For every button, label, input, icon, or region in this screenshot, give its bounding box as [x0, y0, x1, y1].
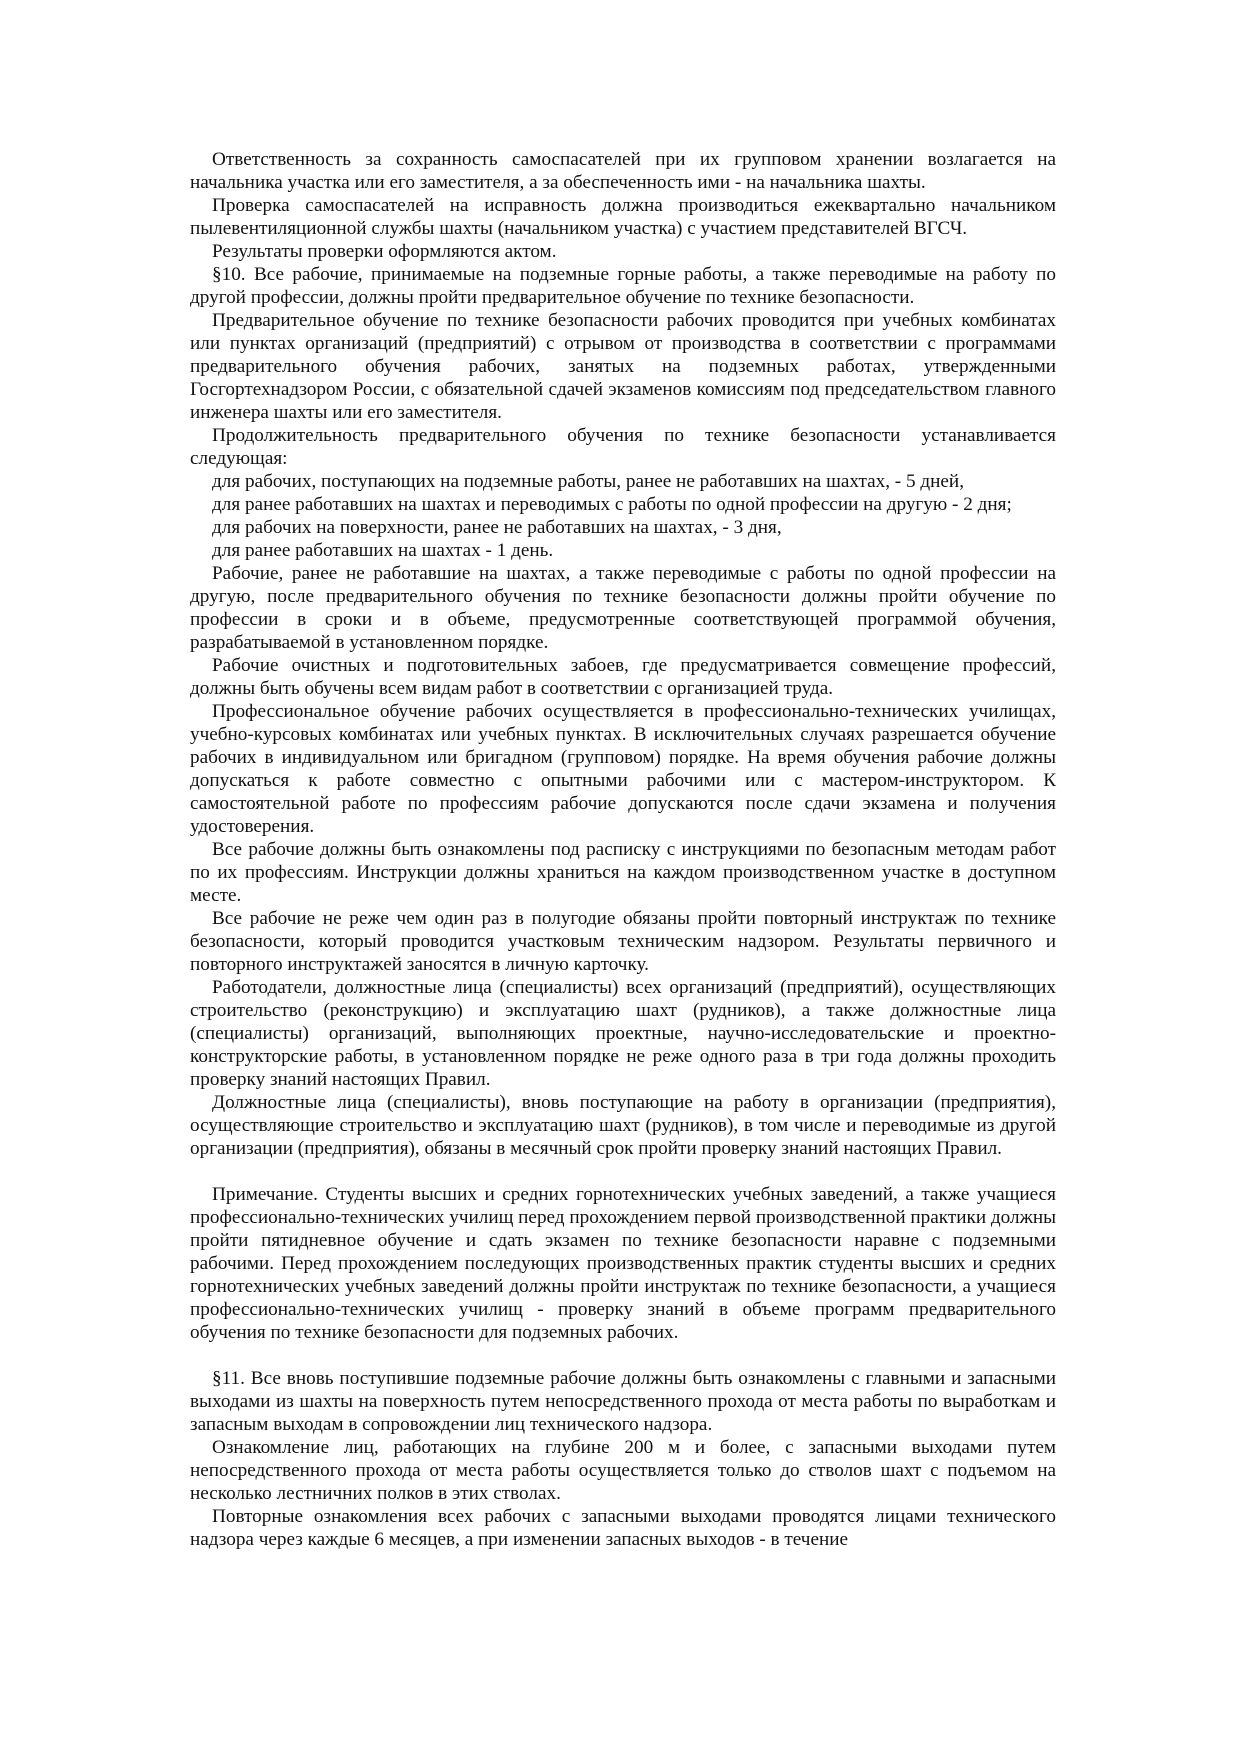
paragraph-self-rescuer-responsibility: Ответственность за сохранность самоспасателей при их групповом хранении возлагается на начальника участка или его заместителя, а за обеспеченность ими - на начальника шахты.	[190, 149, 1056, 193]
paragraph-repeat-briefing: Все рабочие не реже чем один раз в полугодие обязаны пройти повторный инструктаж по технике безопасности, который проводится участковым техническим надзором. Результаты первичного и повторного инструктажей заносятся в личную карточку.	[190, 908, 1056, 975]
paragraph-preliminary-training: Предварительное обучение по технике безопасности рабочих проводится при учебных комбинатах или пунктах организаций (предприятий) с отрывом от производства в соответствии с программами предварительного обучения рабочих, занятых на подземных работах, утвержденными Госгортехнадзором России, с обязательной сдачей экзаменов комиссиям под председательством главного инженера шахты или его заместителя.	[190, 310, 1056, 423]
paragraph-check-results: Результаты проверки оформляются актом.	[212, 241, 557, 262]
paragraph-instructions: Все рабочие должны быть ознакомлены под расписку с инструкциями по безопасным методам работ по их профессиям. Инструкции должны храниться на каждом производственном участке в доступном месте.	[190, 839, 1056, 906]
paragraph-section-10: §10. Все рабочие, принимаемые на подземные горные работы, а также переводимые на работу по другой профессии, должны пройти предварительное обучение по технике безопасности.	[190, 264, 1056, 308]
paragraph-section-11: §11. Все вновь поступившие подземные рабочие должны быть ознакомлены с главными и запасными выходами из шахты на поверхность путем непосредственного прохода от места работы по выработкам и запасным выходам в сопровождении лиц технического надзора.	[190, 1368, 1056, 1435]
paragraph-profession-training: Рабочие, ранее не работавшие на шахтах, а также переводимые с работы по одной профессии на другую, после предварительного обучения по технике безопасности должны пройти обучение по профессии в сроки и в объеме, предусмотренные соответствующей программой обучения, разрабатываемой в установленном порядке.	[190, 563, 1056, 653]
paragraph-training-duration: Продолжительность предварительного обучения по технике безопасности устанавливается следующая:	[190, 425, 1056, 469]
paragraph-duration-transferred: для ранее работавших на шахтах и переводимых с работы по одной профессии на другую - 2 дня;	[212, 494, 1012, 515]
paragraph-duration-new-underground: для рабочих, поступающих на подземные работы, ранее не работавших на шахтах, - 5 дней,	[212, 471, 964, 492]
paragraph-repeat-familiarization: Повторные ознакомления всех рабочих с запасными выходами проводятся лицами технического надзора через каждые 6 месяцев, а при изменении запасных выходов - в течение	[190, 1506, 1056, 1550]
paragraph-duration-surface: для рабочих на поверхности, ранее не работавших на шахтах, - 3 дня,	[212, 517, 782, 538]
paragraph-duration-experienced: для ранее работавших на шахтах - 1 день.	[212, 540, 554, 561]
paragraph-vocational-training: Профессиональное обучение рабочих осуществляется в профессионально-технических училищах, учебно-курсовых комбинатах или учебных пунктах. В исключительных случаях разрешается обучение рабочих в индивидуальном или бригадном (групповом) порядке. На время обучения рабочие должны допускаться к работе совместно с опытными рабочими или с мастером-инструктором. К самостоятельной работе по профессиям рабочие допускаются после сдачи экзамена и получения удостоверения.	[190, 701, 1056, 837]
paragraph-combined-professions: Рабочие очистных и подготовительных забоев, где предусматривается совмещение профессий, должны быть обучены всем видам работ в соответствии с организацией труда.	[190, 655, 1056, 699]
paragraph-note-students: Примечание. Студенты высших и средних горнотехнических учебных заведений, а также учащиеся профессионально-технических училищ перед прохождением первой производственной практики должны пройти пятидневное обучение и сдать экзамен по технике безопасности наравне с подземными рабочими. Перед прохождением последующих производственных практик студенты высших и средних горнотехнических учебных заведений должны пройти инструктаж по технике безопасности, а учащиеся профессионально-технических училищ - проверку знаний в объеме программ предварительного обучения по технике безопасности для подземных рабочих.	[190, 1184, 1056, 1343]
paragraph-employers-knowledge-check: Работодатели, должностные лица (специалисты) всех организаций (предприятий), осуществляющих строительство (реконструкцию) и эксплуатацию шахт (рудников), а также должностные лица (специалисты) организаций, выполняющих проектные, научно-исследовательские и проектно-конструкторские работы, в установленном порядке не реже одного раза в три года должны проходить проверку знаний настоящих Правил.	[190, 977, 1056, 1090]
paragraph-new-officials: Должностные лица (специалисты), вновь поступающие на работу в организации (предприятия), осуществляющие строительство и эксплуатацию шахт (рудников), в том числе и переводимые из другой организации (предприятия), обязаны в месячный срок пройти проверку знаний настоящих Правил.	[190, 1092, 1056, 1159]
paragraph-self-rescuer-check: Проверка самоспасателей на исправность должна производиться ежеквартально начальником пылевентиляционной службы шахты (начальником участка) с участием представителей ВГСЧ.	[190, 195, 1056, 239]
document-page	[190, 148, 1056, 1551]
paragraph-deep-workers: Ознакомление лиц, работающих на глубине 200 м и более, с запасными выходами путем непосредственного прохода от места работы осуществляется только до стволов шахт с подъемом на несколько лестничних полков в этих стволах.	[190, 1437, 1056, 1504]
